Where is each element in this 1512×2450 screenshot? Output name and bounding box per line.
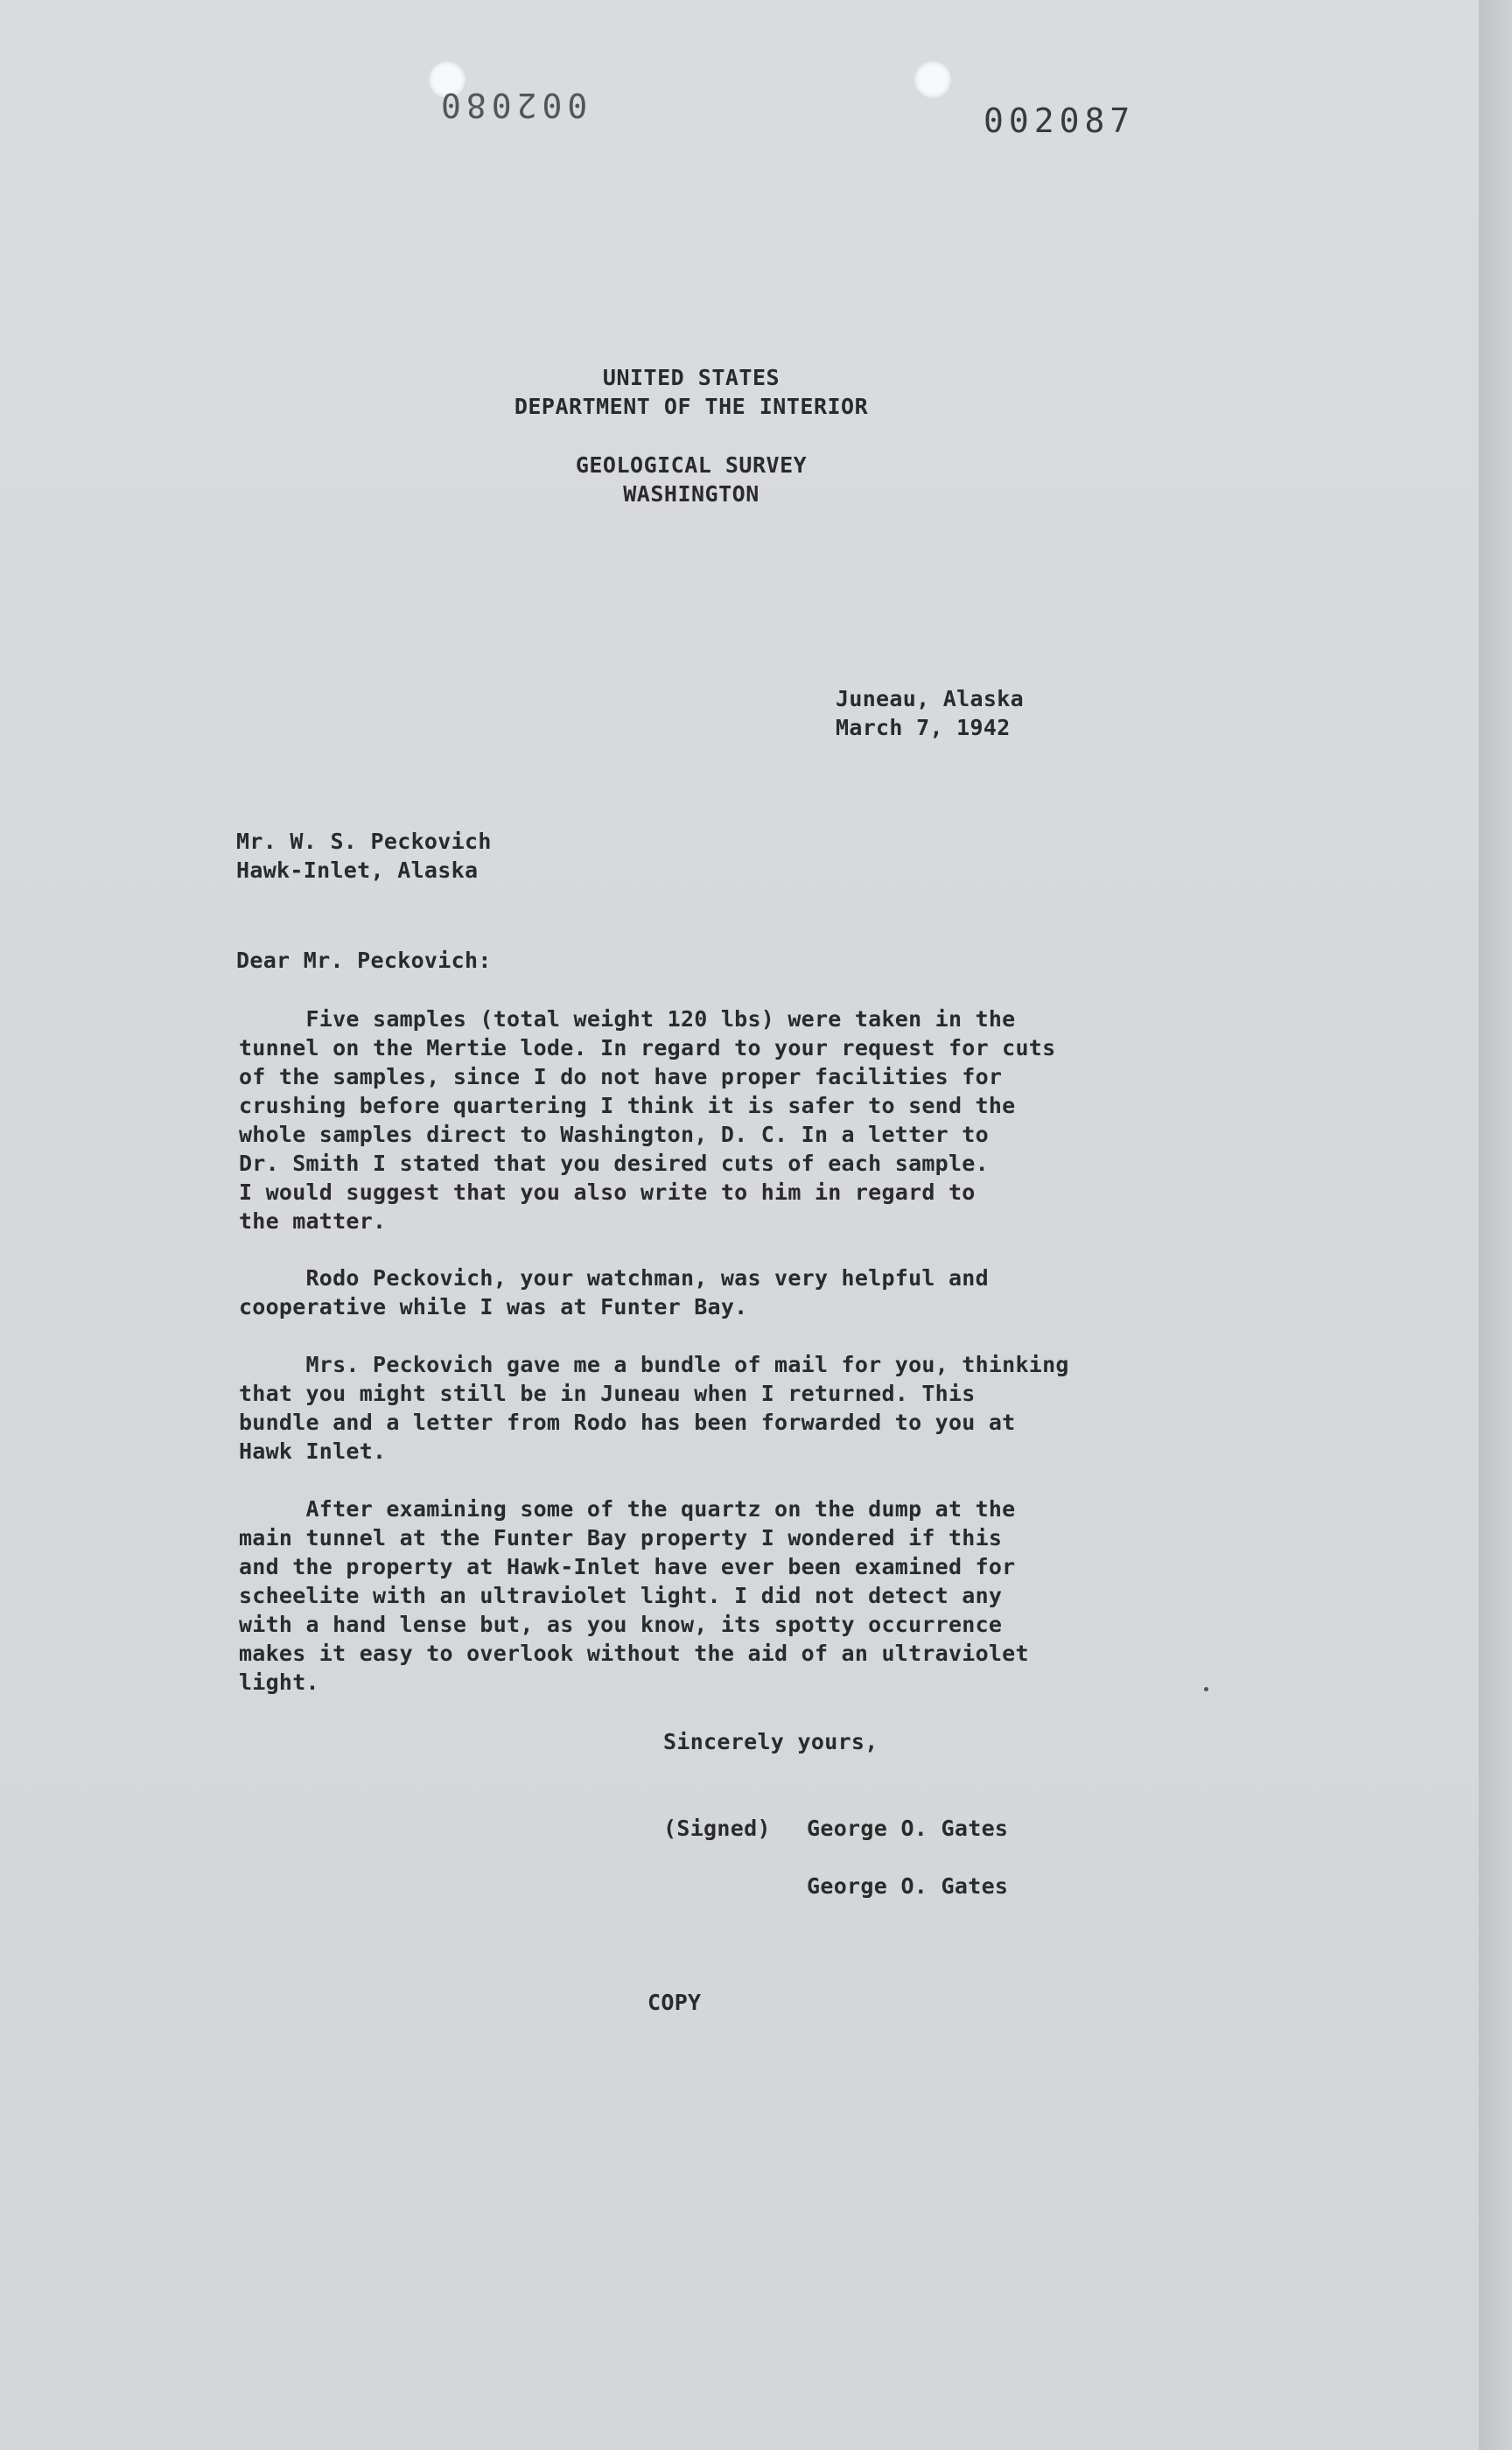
signed-name: George O. Gates	[807, 1816, 1009, 1841]
body-paragraph-mail	[239, 1350, 1069, 1466]
letterhead-line-geological-survey: GEOLOGICAL SURVEY	[575, 452, 808, 478]
text-line: Hawk Inlet.	[239, 1438, 387, 1464]
text-line: bundle and a letter from Rodo has been forwarded to you at	[239, 1410, 1016, 1435]
text-line: light.	[239, 1670, 319, 1695]
text-line: scheelite with an ultraviolet light. I did not detect any	[239, 1583, 1003, 1608]
letterhead-bureau	[420, 451, 962, 508]
text-line: main tunnel at the Funter Bay property I wondered if this	[239, 1525, 1003, 1550]
text-line: Five samples (total weight 120 lbs) were taken in the	[239, 1006, 1016, 1032]
complimentary-closing: Sincerely yours,	[663, 1729, 878, 1754]
text-line: crushing before quartering I think it is safer to send the	[239, 1093, 1016, 1118]
text-line: the matter.	[239, 1208, 387, 1234]
text-line: Rodo Peckovich, your watchman, was very helpful and	[239, 1265, 989, 1291]
text-line: makes it easy to overlook without the aid of an ultraviolet	[239, 1641, 1029, 1666]
recipient-location: Hawk-Inlet, Alaska	[236, 858, 479, 883]
document-number-stamp: 002087	[984, 102, 1136, 140]
text-line: and the property at Hawk-Inlet have ever been examined for	[239, 1554, 1016, 1579]
ink-speck	[1204, 1687, 1208, 1691]
text-line: that you might still be in Juneau when I returned. This	[239, 1381, 976, 1406]
body-paragraph-scheelite	[239, 1494, 1029, 1697]
recipient-name: Mr. W. S. Peckovich	[236, 829, 492, 854]
recipient-address	[236, 827, 492, 885]
copy-mark: COPY	[648, 1990, 702, 2015]
letterhead-line-department: DEPARTMENT OF THE INTERIOR	[514, 394, 869, 419]
text-line: Dr. Smith I stated that you desired cuts of each sample.	[239, 1151, 989, 1176]
typed-signature-name: George O. Gates	[807, 1873, 1009, 1899]
body-paragraph-samples	[239, 1004, 1055, 1236]
text-line: After examining some of the quartz on the dump at the	[239, 1496, 1016, 1522]
dateline-date: March 7, 1942	[836, 715, 1011, 740]
letterhead-line-washington: WASHINGTON	[623, 481, 760, 507]
document-number-stamp-inverted: 002080	[436, 86, 588, 124]
text-line: cooperative while I was at Funter Bay.	[239, 1294, 748, 1320]
text-line: with a hand lense but, as you know, its spotty occurrence	[239, 1612, 1003, 1637]
text-line: I would suggest that you also write to him in regard to	[239, 1180, 976, 1205]
dateline	[836, 684, 1024, 742]
dateline-place: Juneau, Alaska	[836, 686, 1024, 711]
text-line: tunnel on the Mertie lode. In regard to your request for cuts	[239, 1035, 1056, 1060]
punch-hole-right	[914, 61, 951, 98]
letterhead-agency	[420, 363, 962, 421]
letterhead-line-united-states: UNITED STATES	[602, 365, 780, 390]
signed-label: (Signed)	[663, 1816, 771, 1841]
text-line: Mrs. Peckovich gave me a bundle of mail for you, thinking	[239, 1352, 1069, 1377]
body-paragraph-watchman	[239, 1264, 989, 1321]
text-line: whole samples direct to Washington, D. C. In a letter to	[239, 1122, 989, 1147]
page-edge-shadow	[1479, 0, 1512, 2450]
text-line: of the samples, since I do not have proper facilities for	[239, 1064, 1003, 1089]
salutation: Dear Mr. Peckovich:	[236, 948, 492, 973]
